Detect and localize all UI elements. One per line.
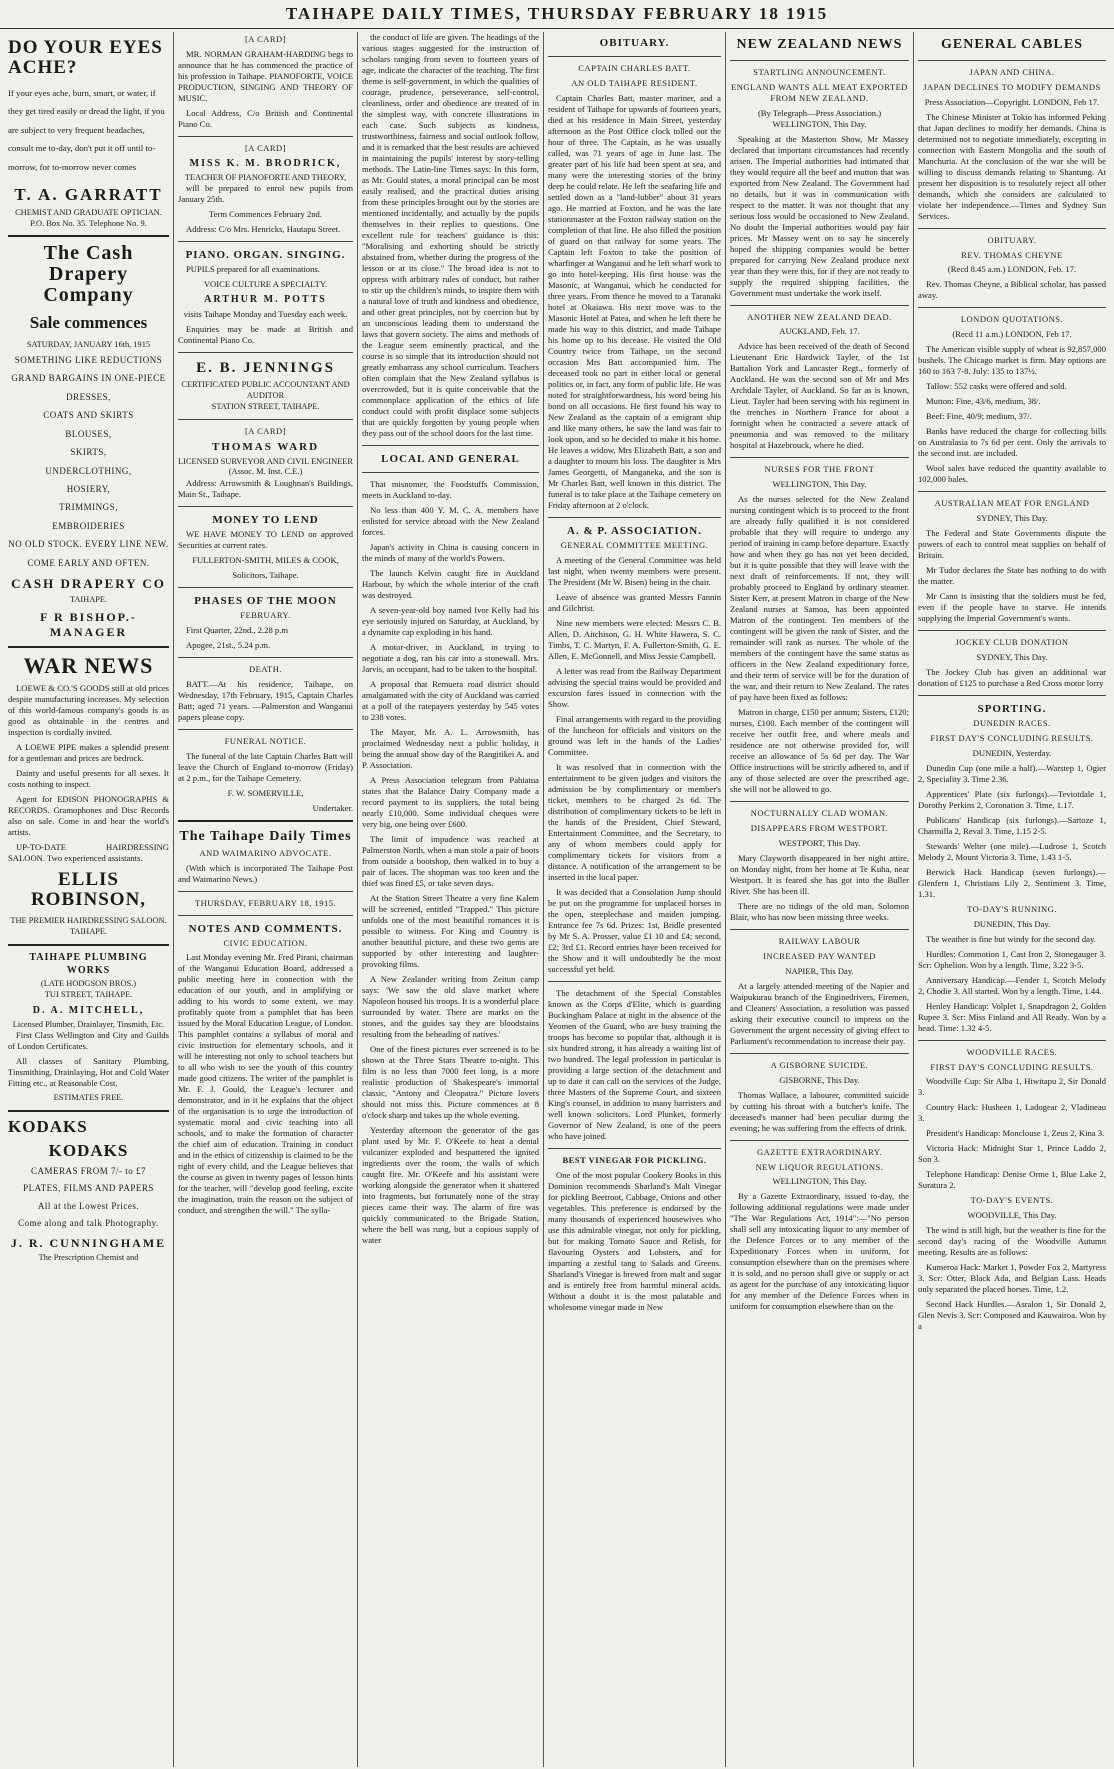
- c4-p3: Mr Cann is insisting that the soldiers must be fed, even if the people have to starve. He intends supplying the Imperial Government's wants.: [918, 591, 1106, 624]
- sale-item: COATS AND SKIRTS: [43, 410, 134, 421]
- money-p: WE HAVE MONEY TO LEND on approved Securities at current rates.: [178, 529, 353, 551]
- local-item: Yesterday afternoon the generator of the gas plant used by Mr. F. O'Keefe to heat a dental vulcanizer exploded and bespattered the ignited ingredients over the room, the walls of which caught fire. Mr. O'Keefe and his assistant were working alongside the generator when it shattered into fragments, but fortunately none of the stray pieces came their way. The alarm of fire was quickly communicated to the Brigade Station, where the bell was rung, but a copious supply of water: [362, 1125, 539, 1246]
- death-head: DEATH.: [249, 664, 282, 675]
- times-and: AND WAIMARINO ADVOCATE.: [199, 847, 332, 858]
- local-item: At the Station Street Theatre a very fine Kalem will be screened, entitled "Trapped." This picture unfolds one of the most beautiful romances it is possible to witness. For King and Country is another beautiful picture, and these two gems are supported by other interesting and laughter-provoking films.: [362, 893, 539, 970]
- c5-p: The Jockey Club has given an additional war donation of £125 to purchase a Red Cross motor lorry: [918, 667, 1106, 689]
- war-p3: Dainty and useful presents for all sexes. It costs nothing to inspect.: [8, 768, 169, 790]
- sale-item: TRIMMINGS,: [59, 502, 118, 513]
- ward-address: Address: Arrowsmith & Loughnan's Buildings, Main St., Taihape.: [178, 478, 353, 500]
- c2-head: OBITUARY.: [987, 234, 1037, 245]
- c5-head: JOCKEY CLUB DONATION: [955, 637, 1069, 648]
- c8-p2: Country Hack: Husheen 1, Ladogear 2, Vladineau 3.: [918, 1102, 1106, 1124]
- brodrick-name: MISS K. M. BRODRICK,: [189, 157, 342, 169]
- local-general-head: LOCAL AND GENERAL: [381, 453, 520, 465]
- money-firm: FULLERTON-SMITH, MILES & COOK,: [192, 555, 339, 566]
- c8-p5: Telephone Handicap: Denise Orme 1, Blue Lake 2, Suratura 2.: [918, 1169, 1106, 1191]
- c3-p5: Banks have reduced the charge for collecting bills on Australasia to 7s 6d per cent. Only the arrivals to the second inst. are included.: [918, 426, 1106, 459]
- c4-dateline: SYDNEY, This Day.: [976, 513, 1048, 524]
- moon-p2: Apogee, 21st., 5.24 p.m.: [186, 640, 271, 651]
- s7-head: GAZETTE EXTRAORDINARY.: [756, 1146, 883, 1157]
- local-item: One of the finest pictures ever screened is to be shown at the Three Stars Theatre to-night. This film is no less than 7000 feet long, is a more realistic production of Shakespeare's immortal classic, "Antony and Cleopatra." Picture lovers should not miss this. Picture commences at 8 o'clock sharp and takes up the whole evening.: [362, 1044, 539, 1121]
- sale-head: Sale commences: [29, 313, 148, 333]
- ward-name: THOMAS WARD: [211, 441, 320, 454]
- sale-item: BLOUSES,: [65, 428, 112, 439]
- obituary-head: OBITUARY.: [599, 37, 670, 49]
- card-label: [A CARD]: [244, 34, 287, 44]
- civic-p1: Last Monday evening Mr. Fred Pirani, chairman of the Wanganui Education Board, addressed a public meeting here in connection with the education of our youth, and in amplifying or adding to his words to some extent, we may profitably quote from a pamphlet that has been issued by the Moral Education League, of London. This pamphlet contains a syllabus of moral and civic instruction for elementary schools, and it will be interesting not only to school teachers but to all who wish to see the youth of this country made good citizens. The writer of the pamphlet is Mr. F. J. Gould, the League's lecturer and demonstrator, and in it he explains that the object of the organisation is to urge the introduction of systematic moral and civic teaching into all schools, and to make the formation of character the chief aim of education. Training in conduct and in the ethics of citizenship is claimed to be the right of every child, and the League believes that the course as given in twenty pages of lesson hints for the teacher, will "develop good feeling, excite the imagination, train the reason on the subject of conduct, and strengthen the will." The sylla-: [178, 952, 353, 1216]
- s5-sub: INCREASED PAY WANTED: [763, 950, 876, 961]
- local-item: The Mayor, Mr. A. L. Arrowsmith, has proclaimed Wednesday next a public holiday, it being the annual show day of the Rangitikei A. and P. Association.: [362, 727, 539, 771]
- local-item: The launch Kelvin caught fire in Auckland Harbour, by which the whole interior of the craft was destroyed.: [362, 568, 539, 601]
- local-item: A proposal that Remuera road district should amalgamated with the city of Auckland was carried at a poll of the ratepayers yesterday by 545 votes to 238 votes.: [362, 679, 539, 723]
- sale-date: SATURDAY, JANUARY 16th, 1915: [26, 340, 151, 350]
- plumbing-late: (LATE HODGSON BROS.): [40, 979, 137, 989]
- s4-dateline: WESTPORT, This Day.: [778, 838, 861, 849]
- local-item: A New Zealander writing from Zeitun camp says: 'We saw the old slave market where Napoleon housed his troops. It is a wonderful place surrounded by water. There are marks on the stones, and the guides say they are bloodstains resulting from the beheading of natives.': [362, 974, 539, 1040]
- ap-p8: The detachment of the Special Constables known as the Corps d'Elite, which is guarding Buckingham Palace at night in the absence of the Yeomen of the Guard, who are busy training the troops has become so popular that, although it is six hundred strong, it has already a waiting list of two hundred. The legal profession in particular is providing a large section of the detachment and up to date it can call on the services of the Judge, three Masters of the Supreme Court, and sixteen King's counsel, in addition to many barristers and well known solicitors. Lord Plunket, formerly Governor of New Zealand, is one of the peers who have joined.: [548, 987, 721, 1141]
- cunninghame-sub: The Prescription Chemist and: [38, 1253, 139, 1263]
- c6-sub: DUNEDIN RACES.: [973, 718, 1051, 729]
- c6-p2: Apprentices' Plate (six furlongs).—Teviotdale 1, Dorothy Perkins 2, Coronation 3. Time, 1.17.: [918, 788, 1106, 810]
- c7-p4: Henley Handicap: Volplet 1, Snapdragon 2, Golden Rupee 3. Scr: Miss Finland and All Ready. Won by a head. Time: 1.32 4-5.: [918, 1000, 1106, 1033]
- vinegar-p: One of the most popular Cookery Books in this Dominion recommends Sharland's Malt Vinegar for pickling Beetroot, Cabbage, Onions and other vegetables. This preference is endorsed by the many thousands of experienced housewives who use this admirable vinegar, not only for pickling, but for making Tomato Sauce and Relish, for flavouring Oysters and Lobsters, and for imparting a zestful tang to Salads and Greens. Sharland's Vinegar is brewed from malt and sugar and is entirely free from harmful mineral acids. Without a doubt it is the most palatable and wholesome vinegar made in New: [548, 1169, 721, 1312]
- piano-p2: VOICE CULTURE A SPECIALTY.: [203, 279, 328, 290]
- column-4: [544, 32, 726, 1767]
- c5-dateline: SYDNEY, This Day.: [976, 652, 1048, 663]
- sporting-head: SPORTING.: [977, 703, 1047, 716]
- ap-p5: Final arrangements with regard to the providing of the luncheon for officials and visitors on the ground was left in the hands of the Ladies' Committee.: [548, 713, 721, 757]
- moon-head: PHASES OF THE MOON: [194, 595, 337, 608]
- column-3: [358, 32, 544, 1767]
- c8-p1: Woodville Cup: Sir Alba 1, Hiwitapu 2, Sir Donald 3.: [918, 1076, 1106, 1098]
- death-p: BATT.—At his residence, Taihape, on Wednesday, 17th February, 1915, Captain Charles Batt; aged 71 years. —Palmerston and Wanganui papers please copy.: [178, 678, 353, 722]
- local-item: A seven-year-old boy named Ivor Kelly had his eye seriously injured on Saturday, at Auckland, by a dynamite cap exploding in his hand.: [362, 605, 539, 638]
- kodaks-1: KODAKS: [8, 1117, 88, 1137]
- c3-p3: Mutton: Fine, 43/6, medium, 38/.: [926, 396, 1041, 407]
- moon-month: FEBRUARY.: [240, 610, 291, 621]
- funeral-undertaker: Undertaker.: [312, 802, 353, 813]
- plumbing-head: TAIHAPE PLUMBING WORKS: [29, 951, 148, 976]
- garratt-box: P.O. Box No. 35. Telephone No. 9.: [30, 218, 147, 228]
- local-item: That misnomer, the Foodstuffs Commission, meets in Auckland to-day.: [362, 479, 539, 501]
- local-item: No less than 400 Y. M. C. A. members have enlisted for service abroad with the New Zealand forces.: [362, 505, 539, 538]
- c9-sub: TO-DAY'S EVENTS.: [970, 1195, 1054, 1206]
- sale-item: COME EARLY AND OFTEN.: [27, 557, 150, 568]
- c3-head: LONDON QUOTATIONS.: [960, 314, 1064, 325]
- harding-text: MR. NORMAN GRAHAM-HARDING begs to announce that he has commenced the practice of his profession in Taihape. PIANOFORTE, VOICE PRODUCTION, SINGING AND THEORY OF MUSIC.: [178, 48, 353, 103]
- brodrick-p: will be prepared to enrol new pupils from January 25th.: [178, 183, 353, 205]
- money-head: MONEY TO LEND: [212, 514, 319, 527]
- column-5: [726, 32, 914, 1767]
- columns: [4, 32, 1110, 1767]
- plumbing-estimates: ESTIMATES FREE.: [53, 1093, 124, 1103]
- s2-p: Advice has been received of the death of Second Lieutenant Eric Hardwick Tayler, of the 1st Battalion York and Lancaster Regt., formerly of Auckland. He was the second son of Mr and Mrs Archdale Tayler, of Auckland. So far as is known, Lieut. Tayler had been serving with his regiment in the trenches in Northern France for about a fortnight when he contracted a severe attack of pneumonia and was removed to the military hospital at Hazebrouck, where he died.: [730, 341, 909, 451]
- vinegar-head: BEST VINEGAR FOR PICKLING.: [562, 1154, 707, 1165]
- war-p4: Agent for EDISON PHONOGRAPHS & RECORDS. Gramophones and Disc Records also on sale. Come in and hear the world's artists.: [8, 794, 169, 838]
- nz-news-head: NEW ZEALAND NEWS: [736, 37, 903, 52]
- war-p5: UP-TO-DATE HAIRDRESSING SALOON. Two experienced assistants.: [8, 842, 169, 864]
- sale-item: UNDERCLOTHING,: [45, 465, 132, 476]
- piano-p1: PUPILS prepared for all examinations.: [186, 264, 320, 275]
- c3-p1: The American visible supply of wheat is 92,857,000 bushels. The Chicago market is firm. May options are 160 to 163 7-8. July: 135 to 137½.: [918, 344, 1106, 377]
- times-sub: (With which is incorporated The Taihape Post and Waimarino News.): [178, 862, 353, 884]
- c7-dateline: DUNEDIN, This Day.: [973, 918, 1051, 929]
- ward-title: LICENSED SURVEYOR AND CIVIL ENGINEER: [178, 456, 353, 466]
- issue-date: THURSDAY, FEBRUARY 18, 1915.: [194, 897, 337, 908]
- ap-p4: A letter was read from the Railway Department advising the special trains would be provided and excursion fares issued in connection with the Show.: [548, 665, 721, 709]
- plumbing-trade: Licensed Plumber, Drainlayer, Tinsmith, Etc.: [12, 1019, 165, 1029]
- c3-p2: Tallow: 552 casks were offered and sold.: [926, 381, 1067, 392]
- s1-sub: ENGLAND WANTS ALL MEAT EXPORTED FROM NEW ZEALAND.: [731, 81, 908, 103]
- s1-dateline: (By Telegraph—Press Association.) WELLINGTON, This Day.: [757, 107, 882, 129]
- local-item: A Press Association telegram from Pahiatua states that the Balance Dairy Company made a record payment to its suppliers, the total being nearly £10,000. Some individual cheques were very big, one being over £600.: [362, 775, 539, 830]
- war-news-head: WAR NEWS: [23, 653, 154, 679]
- c7-p2: Hurdles: Commotion 1, Cast Iron 2, Stonegauger 3. Scr: Ophelion. Won by a length. Time, 3.22 3-5.: [918, 948, 1106, 970]
- potts-p: visits Taihape Monday and Tuesday each week.: [183, 309, 348, 320]
- plates: PLATES, FILMS AND PAPERS: [23, 1183, 154, 1194]
- s5-p: At a largely attended meeting of the Napier and Waipukurau branch of the Enginedrivers, Firemen, and Cleaners' Association, a resolution was passed asking their executive council to impress on the Government the urgent necessity of giving effect to Parliament's recommendation to increase their pay.: [730, 980, 909, 1046]
- ap-p3: Nine new members were elected: Messrs C. B. Allen, D. Aitchison, G. H. White Hawera, S. C. Timbs, T. C. Martyn, F. A. Fullerton-Smith, G. E. Allen, E. McGonnell, and Miss Jessie Campbell.: [548, 617, 721, 661]
- column-2: [174, 32, 358, 1767]
- funeral-sign: F. W. SOMERVILLE,: [227, 787, 304, 798]
- cash-co: CASH DRAPERY CO: [11, 576, 166, 592]
- c3-dateline: (Recd 11 a.m.) LONDON, Feb 17.: [952, 329, 1072, 340]
- war-p1: LOEWE & CO.'S GOODS still at old prices despite manufacturing increases. My selection of this world-famous company's goods is as good as obtainable in the centres and inspection is cordially invited.: [8, 683, 169, 738]
- sale-item: EMBROIDERIES: [52, 520, 125, 531]
- come-along: Come along and talk Photography.: [18, 1218, 159, 1229]
- sale-item: NO OLD STOCK. EVERY LINE NEW.: [8, 539, 169, 550]
- cameras: CAMERAS FROM 7/- to £7: [30, 1165, 147, 1176]
- batt-head: CAPTAIN CHARLES BATT.: [578, 63, 691, 74]
- s7-p: By a Gazette Extraordinary, issued to-day, the following additional regulations were made under "The War Regulations Act, 1914":—"No person shall sell any intoxicating liquor to any member of the Defence Forces or to any member of the Expeditionary Forces when in uniform, for consumption elsewhere than on the premises where it is sold, and no person shall give or supply or act as agent for the purchase of any intoxicating liquor for any member of the Defence Forces when in uniform for consumption elsewhere than on the: [730, 1191, 909, 1312]
- c6-p4: Stewards' Welter (one mile).—Ludrose 1, Scotch Melody 2, Mount Victoria 3. Time, 1.43 1-5.: [918, 840, 1106, 862]
- s6-head: A GISBORNE SUICIDE.: [770, 1059, 869, 1070]
- c8-p3: President's Handicap: Monclouse 1, Zeus 2, Kina 3.: [926, 1128, 1105, 1139]
- ap-p1: A meeting of the General Committee was held last night, when twenty members were present. The President (Mr W. Bisen) being in the chair.: [548, 554, 721, 587]
- civic-continued: the conduct of life are given. The headings of the various stages suggested for the instruction of scholars ranging from seven to fourteen years of age, indicate the character of the teaching. The first theme is self-government, in which the qualities of courage, prudence, perseverance, self-control, cleanliness, order and obedience are treated of in the simplest way, with concrete illustrations in each case. Such subjects as kindness, trustworthiness, fairness and social outlook follow, and it is remarked that the best results are achieved in maintaining the pupils' interest by story-telling methods. The Latin-line Times says: In this form, as Mr. Gould states, a moral principal can be most easily realised, and the practical duties arising from these principles brought out by the stories are mentioned incidentally, and actually by the pupils themselves in their replies to questions. One excellent rule for teachers' guidance is this: "Moralising and exhorting should be strictly abstained from, whether during the progress of the lesson or at its close." The broad idea is not to oppress with arbitrary rules of conduct, but rather to stir up the children's minds, to inspire them with a natural love of truth and kindness and obedience, and other great principles, not by coercion but by an unconscious leading them to understand the laws that govern society. The aims and methods of the League seem eminently practical, and the course is so simple that its introduction should not greatly embarrass any school curriculum. Teachers often complain that the New Zealand syllabus is overcrowded, but it is quite conceivable that the commonplace application of the ethics of life conduct could with profit displace some subjects that are quickly forgotten by young people when they pass out of the school doors for the last time.: [362, 32, 539, 438]
- c7-p1: The weather is fine but windy for the second day.: [926, 933, 1096, 944]
- s6-dateline: GISBORNE, This Day.: [779, 1074, 860, 1085]
- plumbing-p1: First Class Wellington and City and Guilds of London Certificates.: [8, 1030, 169, 1052]
- masthead: TAIHAPE DAILY TIMES, THURSDAY FEBRUARY 18 1915: [0, 0, 1114, 29]
- s7-dateline: WELLINGTON, This Day.: [772, 1176, 867, 1187]
- c1-sub: JAPAN DECLINES TO MODIFY DEMANDS: [923, 81, 1101, 92]
- s3-head: NURSES FOR THE FRONT: [764, 464, 875, 475]
- ap-p2: Leave of absence was granted Messrs Fannin and Gilchrist.: [548, 591, 721, 613]
- garratt-name: T. A. GARRATT: [14, 185, 163, 205]
- s4-head: NOCTURNALLY CLAD WOMAN.: [750, 808, 889, 819]
- c7-p3: Anniversary Handicap.—Fender 1, Scotch Melody 2, Chodie 3. All started. Won by a length. Time, 1.44.: [918, 974, 1106, 996]
- c9-p3: Second Hack Hurdles.—Asralon 1, Sir Donald 2, Glen Nevis 3. Scr: Composed and Kauwairoa. Won by a: [918, 1299, 1106, 1332]
- ellis-name: ELLIS ROBINSON,: [30, 869, 147, 911]
- ap-p6: It was resolved that in connection with the entertainment to be given judges and visitors the admission be by complimentary or member's ticket, members to be charged 2s 6d. The distribution of complimentary tickets to be left in the hands of the President, Chief Steward, Entertainment Committee, and the Secretary, to any of whom members could apply for complimentary tickets for visitors from a distance. A notification of the arrangement to be inserted in the local paper.: [548, 761, 721, 882]
- c2-sub: REV. THOMAS CHEYNE: [961, 249, 1063, 260]
- c2-dateline: (Recd 8.45 a.m.) LONDON, Feb. 17.: [947, 264, 1077, 275]
- ellis-title: THE PREMIER HAIRDRESSING SALOON.: [10, 916, 167, 926]
- c3-p6: Wool sales have reduced the quantity available to 102,000 bales.: [918, 463, 1106, 485]
- local-item: The limit of impudence was reached at Palmerston North, when a man stole a pair of boots from outside a bootshop, then walked in to buy a pair of laces. The shopman was too keen and the thief was fined £5, or take seven days.: [362, 834, 539, 889]
- potts-name: ARTHUR M. POTTS: [204, 294, 327, 306]
- plumbing-street: TUI STREET, TAIHAPE.: [44, 990, 133, 1000]
- cash-town: TAIHAPE.: [69, 594, 108, 604]
- c6-p5: Berwick Hack Handicap (seven furlongs).—Glenfern 1, Christians Lily 2, Sentiment 3. Time, 1.31.: [918, 866, 1106, 899]
- sale-item: SOMETHING LIKE REDUCTIONS: [14, 354, 163, 365]
- card-label: [A CARD]: [244, 142, 287, 153]
- s7-sub: NEW LIQUOR REGULATIONS.: [755, 1161, 884, 1172]
- s4-p2: There are no tidings of the old man, Solomon Blair, who has now been missing three weeks.: [730, 901, 909, 923]
- column-6: [914, 32, 1110, 1767]
- harding-address: Local Address, C/o British and Continental Piano Co.: [178, 107, 353, 129]
- civic-head: CIVIC EDUCATION.: [223, 937, 308, 948]
- ward-assoc: (Assoc. M. Inst. C.E.): [228, 467, 303, 477]
- funeral-head: FUNERAL NOTICE.: [224, 735, 307, 746]
- brodrick-address: Address: C/o Mrs. Henricks, Hautapu Street.: [186, 224, 341, 235]
- s3-p2: Matron in charge, £150 per annum; Sisters, £120; nurses, £100. Each member of the contingent will receive her outfit free, and where meals and residence are not otherwise provided for, will receive an allowance of 5s 6d per day. The War Office instructions will be strictly adhered to, and if any of those selected are over the prescribed age, she will not be allowed to go.: [730, 707, 909, 795]
- c9-dateline: WOODVILLE, This Day.: [967, 1210, 1057, 1221]
- c4-head: AUSTRALIAN MEAT FOR ENGLAND: [934, 498, 1090, 509]
- local-item: Japan's activity in China is causing concern in the minds of many of the world's Powers.: [362, 542, 539, 564]
- c8-sub: FIRST DAY'S CONCLUDING RESULTS.: [930, 1061, 1094, 1072]
- cash-drapery-head: The Cash Drapery Company: [43, 242, 134, 307]
- s3-dateline: WELLINGTON, This Day.: [772, 479, 867, 490]
- s5-head: RAILWAY LABOUR: [778, 936, 861, 947]
- plumbing-p2: All classes of Sanitary Plumbing, Tinsmithing, Drainlaying, Hot and Cold Water Fitting etc., at Reasonable Cost.: [8, 1056, 169, 1089]
- sale-item: GRAND BARGAINS IN ONE-PIECE DRESSES,: [11, 373, 166, 402]
- s4-p1: Mary Clayworth disappeared in her night attire, on Monday night, from her home at Te Kuha, near Westport. It is feared she has got into the Buller River. She has been ill.: [730, 853, 909, 897]
- c3-p4: Beef: Fine, 40/9; medium, 37/.: [926, 411, 1032, 422]
- sale-item: HOSIERY,: [66, 484, 111, 495]
- s2-head: ANOTHER NEW ZEALAND DEAD.: [747, 311, 892, 322]
- c4-p2: Mr Tudor declares the State has nothing to do with the matter.: [918, 565, 1106, 587]
- money-solicitors: Solicitors, Taihape.: [232, 570, 299, 581]
- brodrick-term: Term Commences February 2nd.: [209, 209, 322, 220]
- c6-sub2: FIRST DAY'S CONCLUDING RESULTS.: [930, 732, 1094, 743]
- c4-p1: The Federal and State Governments dispute the powers of each to control meat supplies on behalf of Britain.: [918, 528, 1106, 561]
- cunninghame: J. R. CUNNINGHAME: [10, 1235, 167, 1250]
- c8-head: WOODVILLE RACES.: [966, 1046, 1058, 1057]
- sale-items: [8, 351, 169, 572]
- kodaks-2: KODAKS: [48, 1141, 129, 1161]
- c1-head: JAPAN AND CHINA.: [969, 66, 1055, 77]
- ap-head: A. & P. ASSOCIATION.: [567, 524, 702, 537]
- c1-dateline: Press Association—Copyright. LONDON, Feb 17.: [924, 96, 1100, 107]
- c6-dateline: DUNEDIN, Yesterday.: [972, 747, 1052, 758]
- column-1: [4, 32, 174, 1767]
- brodrick-title: TEACHER OF PIANOFORTE AND THEORY,: [184, 172, 347, 182]
- local-item: A motor-driver, in Auckland, in trying to negotiate a dog, ran his car into a stonewall. Mrs. Jarvis, an occupant, had to be taken to the hospital.: [362, 642, 539, 675]
- sale-item: SKIRTS,: [70, 447, 107, 458]
- notes-head: NOTES AND COMMENTS.: [188, 922, 343, 935]
- local-items: [362, 479, 539, 1246]
- c9-p1: The wind is still high, but the weather is fine for the second day's racing of the Woodville Autumn meeting. Results are as follows:: [918, 1225, 1106, 1258]
- funeral-p: The funeral of the late Captain Charles Batt will leave the Church of England to-morrow (Friday) at 2 p.m., for the Taihape Cemetery.: [178, 750, 353, 783]
- cash-manager: F R BISHOP.-MANAGER: [40, 609, 137, 639]
- times-head: The Taihape Daily Times: [179, 828, 352, 844]
- c6-p3: Publicans' Handicap (six furlongs).—Sartoze 1, Charmilla 2, Reval 3. Time, 1.15 2-5.: [918, 814, 1106, 836]
- jennings-name: E. B. JENNINGS: [196, 360, 335, 377]
- c2-p: Rev. Thomas Cheyne, a Biblical scholar, has passed away.: [918, 279, 1106, 301]
- c1-p: The Chinese Minister at Tokio has informed Peking that Japan declines to modify her demands. China is determined not to negotiate immediately, excepting in connection with Eastern Mongolia and the south of Manchuria. At the conclusion of the war she will be willing to discuss demands relating to Shantung. At present her disposition is to resolutely reject all other demands, which she considers are calculated to violate her independence.—Times and Sydney Sun Services.: [918, 111, 1106, 221]
- plumbing-name: D. A. MITCHELL,: [32, 1004, 145, 1016]
- s3-p1: As the nurses selected for the New Zealand nursing contingent which is to proceed to the front are already fully qualified it is not considered probable that they will require to undergo any period of training in camp before departure. Exactly how and when they go has not yet been decided, but it is quite possible that they will leave with the next draft of reinforcements. If not, they will probably proceed to England by ordinary steamer. Sister Kerr, at present Matron in charge of the New Zealand nurses at Samoa, has been appointed Matron of the contingent. Ten members of the contingent will be given the rank of Sister, and the remainder will rank as nurses. The whole of the members of the contingent have the same status as officers in the New Zealand expeditionary force, and their term of service will be for the duration of the war, and their return to New Zealand. The rates of pay have been fixed as follows:: [730, 494, 909, 703]
- s5-dateline: NAPIER, This Day.: [785, 965, 854, 976]
- c9-p2: Kumeroa Hack: Market 1, Powder Fox 2, Martyress 3. Scr: Otter, Black Ada, and Belgian Lass. Heads only separated the placed horses. Time, 1.2.: [918, 1262, 1106, 1295]
- ellis-town: TAIHAPE.: [69, 927, 108, 937]
- s6-p: Thomas Wallace, a labourer, committed suicide by cutting his throat with a butcher's knife. The deceased's manner had been peculiar during the evening; he was suffering from the effects of drink.: [730, 1089, 909, 1133]
- lowest-prices: All at the Lowest Prices.: [37, 1200, 140, 1211]
- moon-p1: First Quarter, 22nd., 2.28 p.m: [186, 625, 289, 636]
- ap-p7: It was decided that a Consolation Jump should be put on the programme for unplaced horses in the open, steeplechase and maiden jumping. Entrance fee 7s 6d. Prizes: 1st, Bridle presented by Mr S. A. Prosser, value £1 10 and £4; second, £2; 3rd £1. Record entries have been received for the Show and it will undoubtedly be the most successful yet held.: [548, 886, 721, 974]
- c8-p4: Victoria Hack: Midnight Star 1, Prince Laddo 2, Son 3.: [918, 1143, 1106, 1165]
- jennings-title: CERTIFICATED PUBLIC ACCOUNTANT AND AUDITOR: [181, 380, 350, 401]
- s1-head: STARTLING ANNOUNCEMENT.: [753, 66, 886, 77]
- garratt-title: CHEMIST AND GRADUATE OPTICIAN.: [15, 207, 162, 217]
- cables-head: GENERAL CABLES: [941, 37, 1083, 52]
- piano-head: PIANO. ORGAN. SINGING.: [185, 249, 346, 262]
- s2-dateline: AUCKLAND, Feb. 17.: [779, 326, 860, 337]
- war-p2: A LOEWE PIPE makes a splendid present for a gentleman and prices are bedrock.: [8, 742, 169, 764]
- potts-enquiries: Enquiries may be made at British and Continental Piano Co.: [178, 324, 353, 346]
- eyes-ad-body: If your eyes ache, burn, smart, or water, if they get tired easily or dread the light, if you are subject to very frequent headaches, consult me to-day, don't put it off until to-morrow, for to-morrow never comes: [8, 87, 165, 172]
- eyes-ad-head: DO YOUR EYES ACHE?: [8, 37, 163, 78]
- s4-sub: DISAPPEARS FROM WESTPORT.: [750, 823, 889, 834]
- c6-p1: Dunedin Cup (one mile a half).—Warstep 1, Ogier 2, Speciality 3. Time 2.36.: [918, 762, 1106, 784]
- card-label: [A CARD]: [244, 425, 287, 436]
- jennings-address: STATION STREET, TAIHAPE.: [211, 401, 320, 411]
- ap-sub: GENERAL COMMITTEE MEETING.: [560, 539, 709, 550]
- s1-p: Speaking at the Masterton Show, Mr Massey declared that important circumstances had recently arisen. The Imperial authorities had intimated that they would require all the beef and mutton that was exported from New Zealand. The Government had no details, but it was in communication with respect to the matter. It was not thought that any serious loss would be occasioned to New Zealand. No doubt the Imperial authorities would pay fair prices. Mr Massey went on to say he sincerely hoped the shipping companies would be better prepared for carrying New Zealand produce next year than they were this, for if they are not ready to supply the required shipping facilities, the Government must undertake the work itself.: [730, 133, 909, 298]
- c7-sub: TO-DAY'S RUNNING.: [967, 903, 1057, 914]
- batt-p1: Captain Charles Batt, master mariner, and a resident of Taihape for upwards of fourteen years, died at his residence in Main Street, yesterday afternoon as the Post Office clock tolled out the hour of three. The Captain, as he was usually called, was 71 years of age in June last. The greater part of his life had been spent at sea, and many were the interesting stories of the briny deep he could relate. He left the seafaring life and settled down as a "land-lubber" about 31 years ago. He married at Foxton, and he was the late stationmaster at the Foxton railway station on the completion of that line. He also filled the position of guard on that railway for some years. The Captain left Foxton to take the position of wharfinger at Wanganui and he left wharf work to go into hotel-keeping. His first house was the Masonic, at Wanganui, which he conducted for three years. From thence he moved to a Taranaki hotel at Okaiawa. His next move was to the Masonic Hotel at Patea, and when he left there he made his way to this district, and made Taihape his home up to his decease. He visited the Old Country twice from Taihape, on the second occasion Mrs Batt accompanied him. The deceased took no part in either local or general politics or, in fact, any form of public life. He was noted for straightforwardness, his word being his bond on all occasions. He first found his way to New Zealand as the captain of a emigrant ship and like many others, he saw the land was fair to look upon, and so he decided to make it his home. He leaves a widow, Mrs Elizabeth Batt, a son and a daughter to mourn his loss. The daughter is Mrs James Georgetti, of Manganeka, and the son is Mr Charles Batt, well known in this district. The funeral is to take place at the Taihape cemetery on Friday afternoon at 2 o'clock.: [548, 92, 721, 510]
- batt-sub: AN OLD TAIHAPE RESIDENT.: [571, 77, 698, 88]
